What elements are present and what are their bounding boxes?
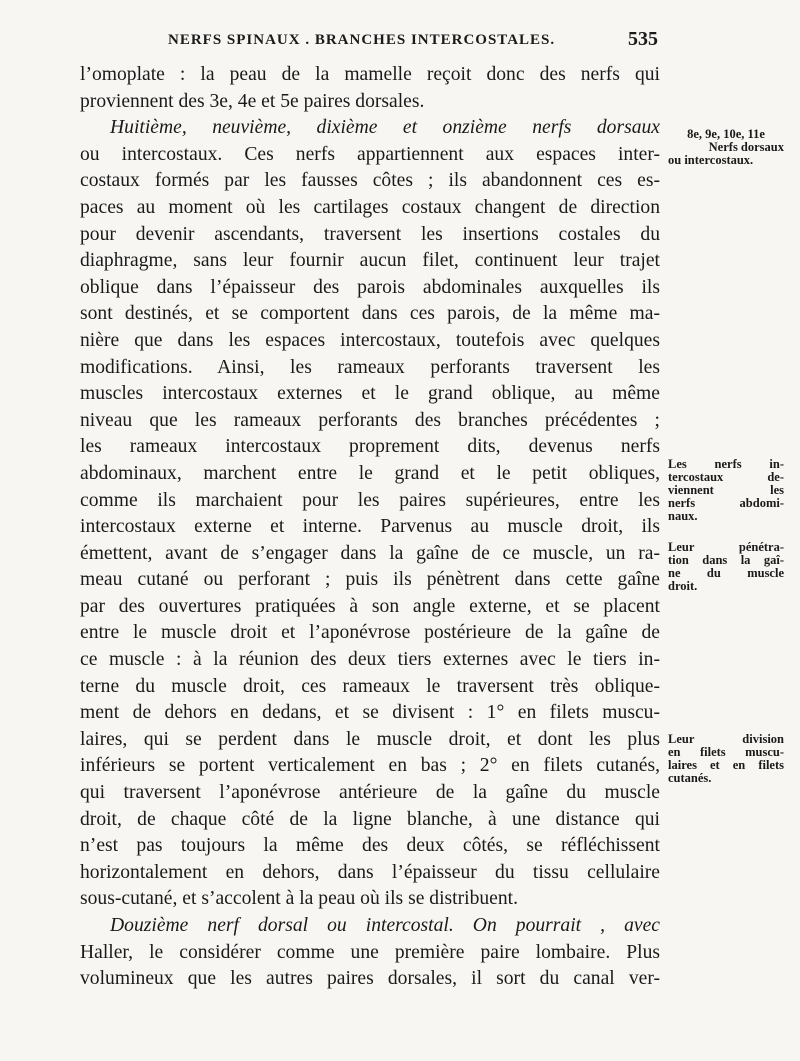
margin-note-line: droit.	[668, 579, 698, 593]
text-line: niveau que les rameaux perforants des branches précédentes ;	[80, 409, 660, 431]
text-line: meau cutané ou perforant ; puis ils pénètrent dans cette gaîne	[80, 569, 660, 591]
text-line: l’omoplate : la peau de la mamelle reçoit donc des nerfs qui	[80, 64, 660, 85]
main-text	[80, 62, 660, 993]
text-line: paces au moment où les cartilages costaux changent de direction	[80, 196, 660, 218]
text-line: modifications. Ainsi, les rameaux perforants traversent les	[80, 356, 660, 378]
text-line: émettent, avant de s’engager dans la gaîne de ce muscle, un ra-	[80, 542, 660, 564]
running-header	[168, 28, 658, 50]
text-line: entre le muscle droit et l’aponévrose postérieure de la gaîne de	[80, 622, 660, 644]
text-line: droit, de chaque côté de la ligne blanche, à une distance qui	[80, 808, 660, 830]
text-line: ment de dehors en dedans, et se divisent : 1° en filets muscu-	[80, 702, 660, 724]
page-number: 535	[628, 28, 658, 50]
margin-note-line: nerfs abdomi-	[668, 496, 784, 510]
text-line: par des ouvertures pratiquées à son angle externe, et se placent	[80, 595, 660, 617]
text-line: diaphragme, sans leur fournir aucun filet, continuent leur trajet	[80, 250, 660, 272]
margin-note	[668, 541, 784, 593]
text-line: Haller, le considérer comme une première paire lombaire. Plus	[80, 941, 660, 963]
text-line: pour devenir ascendants, traversent les insertions costales du	[80, 223, 660, 245]
text-line: abdominaux, marchent entre le grand et le petit obliques,	[80, 462, 660, 484]
text-line: terne du muscle droit, ces rameaux le traversent très oblique-	[80, 675, 660, 697]
text-line: proviennent des 3e, 4e et 5e paires dorsales.	[80, 90, 425, 112]
text-line: costaux formés par les fausses côtes ; ils abandonnent ces es-	[80, 170, 660, 192]
margin-note-line: laires et en filets	[668, 758, 784, 772]
text-line: ce muscle : à la réunion des deux tiers externes avec le tiers in-	[80, 649, 660, 671]
margin-note-line: naux.	[668, 509, 698, 523]
margin-note-line: viennent les	[668, 483, 784, 497]
margin-note-line: 8e, 9e, 10e, 11e	[687, 127, 765, 141]
text-line: inférieurs se portent verticalement en bas ; 2° en filets cutanés,	[80, 755, 660, 777]
margin-note	[668, 733, 784, 785]
text-line: muscles intercostaux externes et le grand oblique, au même	[80, 383, 660, 405]
text-line: nière que dans les espaces intercostaux, toutefois avec quelques	[80, 329, 660, 351]
margin-note-line: ou intercostaux.	[668, 153, 754, 167]
text-line: Huitième, neuvième, dixième et onzième nerfs dorsaux	[110, 117, 660, 139]
margin-note-line: Leur pénétra-	[668, 540, 784, 554]
text-line: ou intercostaux. Ces nerfs appartiennent aux espaces inter-	[80, 143, 660, 165]
margin-note	[668, 458, 784, 523]
margin-note-line: Les nerfs in-	[668, 457, 784, 471]
text-line: n’est pas toujours la même des deux côtés, se réfléchissent	[80, 835, 660, 857]
margin-note-line: Nerfs dorsaux	[708, 140, 784, 154]
text-line: comme ils marchaient pour les paires supérieures, entre les	[80, 489, 660, 511]
text-line: intercostaux externe et interne. Parvenus au muscle droit, ils	[80, 516, 660, 538]
text-line: horizontalement en dehors, dans l’épaisseur du tissu cellulaire	[80, 861, 660, 883]
margin-note	[668, 128, 784, 167]
margin-note-line: tion dans la gaî-	[668, 553, 784, 567]
margin-note-line: ne du muscle	[668, 566, 784, 580]
margin-note-line: en filets muscu-	[668, 745, 784, 759]
margin-note-line: tercostaux de-	[668, 470, 784, 484]
margin-note-line: cutanés.	[668, 771, 712, 785]
text-line: Douzième nerf dorsal ou intercostal. On pourrait , avec	[110, 915, 660, 936]
text-line: sous-cutané, et s’accolent à la peau où ils se distribuent.	[80, 888, 518, 910]
text-line: les rameaux intercostaux proprement dits, devenus nerfs	[80, 436, 660, 458]
text-line: laires, qui se perdent dans le muscle droit, et dont les plus	[80, 728, 660, 750]
running-title: NERFS SPINAUX . BRANCHES INTERCOSTALES.	[168, 32, 556, 48]
margin-note-line: Leur division	[668, 732, 784, 746]
text-line: oblique dans l’épaisseur des parois abdominales auxquelles ils	[80, 276, 660, 298]
text-line: sont destinés, et se comportent dans ces parois, de la même ma-	[80, 303, 660, 325]
text-line: qui traversent l’aponévrose antérieure de la gaîne du muscle	[80, 782, 660, 804]
text-line: volumineux que les autres paires dorsales, il sort du canal ver-	[80, 968, 660, 990]
